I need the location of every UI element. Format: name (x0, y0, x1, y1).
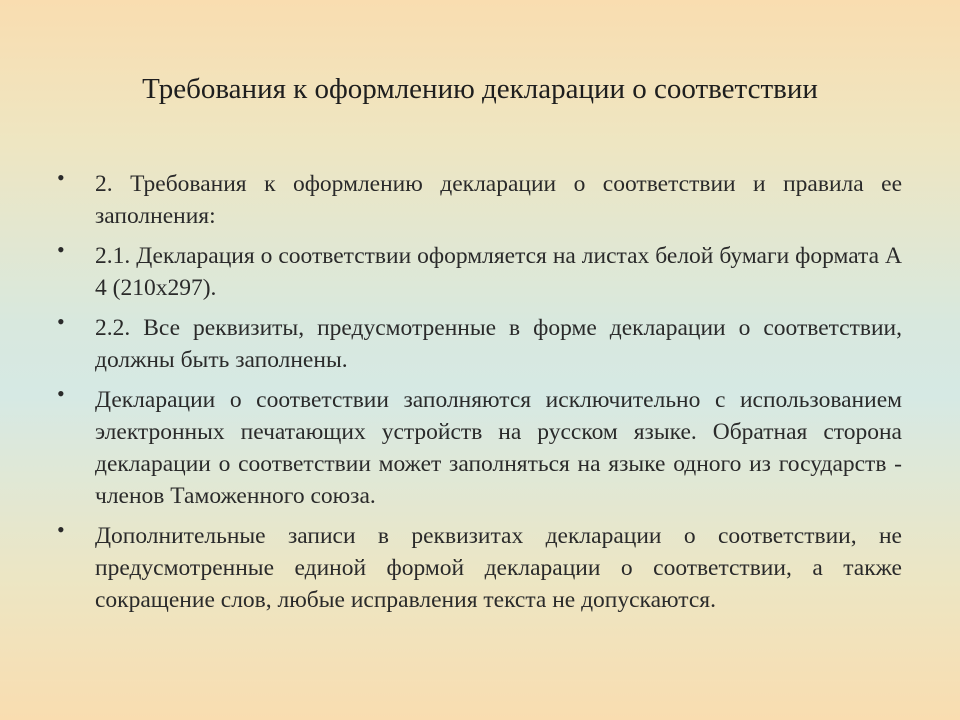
bullet-text: 2.2. Все реквизиты, предусмотренные в форме декларации о соответствии, должны быть заполнены. (95, 315, 902, 373)
bullet-text: 2. Требования к оформлению декларации о соответствии и правила ее заполнения: (95, 171, 902, 229)
bullet-text: 2.1. Декларация о соответствии оформляется на листах белой бумаги формата А 4 (210х297). (95, 243, 902, 301)
slide-title: Требования к оформлению декларации о соответствии (142, 73, 818, 105)
bullet-icon: • (57, 237, 65, 262)
bullet-item (57, 309, 902, 376)
bullet-text: Декларации о соответствии заполняются исключительно с использованием электронных печатающих устройств на русском языке. Обратная сторона декларации о соответствии может заполняться на языке одного из государств - членов Таможенного союза. (95, 387, 902, 509)
bullet-text: Дополнительные записи в реквизитах декларации о соответствии, не предусмотренные единой формой декларации о соответствии, а также сокращение слов, любые исправления текста не допускаются. (95, 523, 902, 613)
bullet-list (57, 165, 902, 624)
bullet-icon: • (57, 165, 65, 190)
bullet-icon: • (57, 517, 65, 542)
bullet-icon: • (57, 381, 65, 406)
bullet-item (57, 381, 902, 512)
bullet-item (57, 165, 902, 232)
bullet-item (57, 517, 902, 616)
bullet-icon: • (57, 309, 65, 334)
bullet-item (57, 237, 902, 304)
